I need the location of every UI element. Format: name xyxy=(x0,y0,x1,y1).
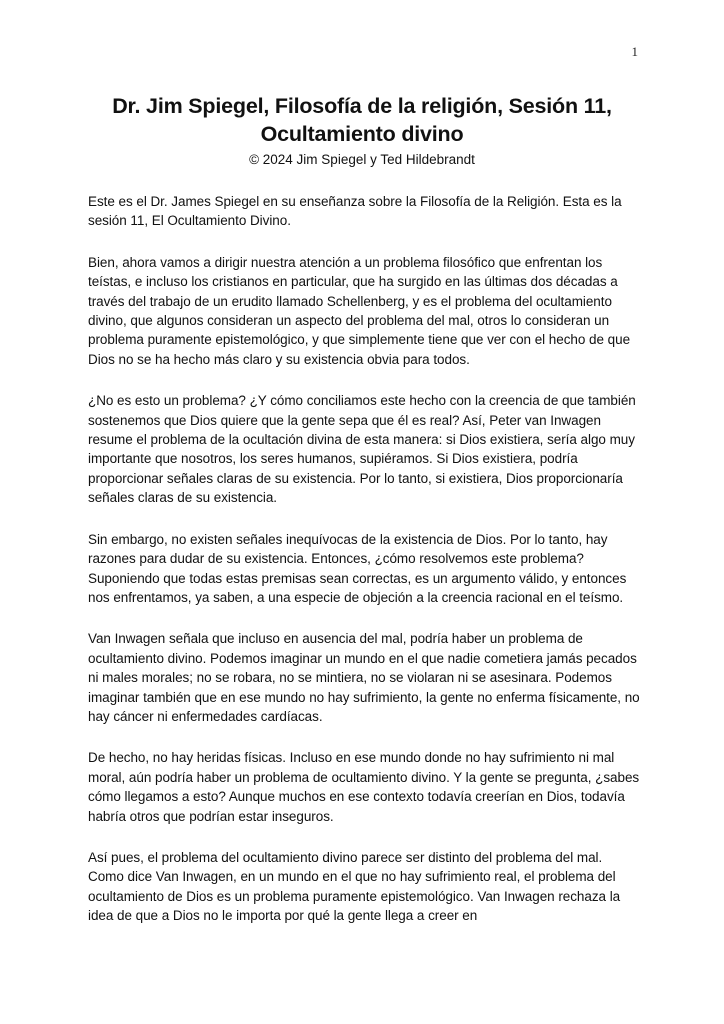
paragraph: ¿No es esto un problema? ¿Y cómo conciliamos este hecho con la creencia de que también sostenemos que Dios quiere que la gente sepa que él es real? Así, Peter van Inwagen resume el problema de la ocultación divina de esta manera: si Dios existiera, sería algo muy importante que nosotros, los seres humanos, supiéramos. Si Dios existiera, podría proporcionar señales claras de su existencia. Por lo tanto, si existiera, Dios proporcionaría señales claras de su existencia. xyxy=(88,393,636,506)
title-line-1: Dr. Jim Spiegel, Filosofía de la religión, Sesión 11, xyxy=(112,94,612,118)
copyright-line: © 2024 Jim Spiegel y Ted Hildebrandt xyxy=(249,152,475,167)
paragraph: Bien, ahora vamos a dirigir nuestra atención a un problema filosófico que enfrentan los teístas, e incluso los cristianos en particular, que ha surgido en las últimas dos décadas a través del trabajo de un erudito llamado Schellenberg, y es el problema del ocultamiento divino, que algunos consideran un aspecto del problema del mal, otros lo consideran un problema puramente epistemológico, y que simplemente tiene que ver con el hecho de que Dios no se ha hecho más claro y su existencia obvia para todos. xyxy=(88,254,631,367)
document-header xyxy=(60,92,664,169)
paragraph: Así pues, el problema del ocultamiento divino parece ser distinto del problema del mal. Como dice Van Inwagen, en un mundo en el que no hay sufrimiento real, el problema del ocultamiento de Dios es un problema puramente epistemológico. Van Inwagen rechaza la idea de que a Dios no le importa por qué la gente llega a creer en xyxy=(88,849,621,924)
paragraph: Sin embargo, no existen señales inequívocas de la existencia de Dios. Por lo tanto, hay razones para dudar de su existencia. Entonces, ¿cómo resolvemos este problema? Suponiendo que todas estas premisas sean correctas, es un argumento válido, y entonces nos enfrentamos, ya saben, a una especie de objeción a la creencia racional en el teísmo. xyxy=(88,531,627,605)
page-number: 1 xyxy=(631,44,638,59)
title-line-2: Ocultamiento divino xyxy=(260,122,464,146)
paragraph: De hecho, no hay heridas físicas. Incluso en ese mundo donde no hay sufrimiento ni mal moral, aún podría haber un problema de ocultamiento divino. Y la gente se pregunta, ¿sabes cómo llegamos a esto? Aunque muchos en ese contexto todavía creerían en Dios, todavía habría otros que podrían estar inseguros. xyxy=(88,750,640,824)
document-body xyxy=(88,192,640,948)
document-title xyxy=(60,92,664,148)
paragraph: Este es el Dr. James Spiegel en su enseñanza sobre la Filosofía de la Religión. Esta es la sesión 11, El Ocultamiento Divino. xyxy=(88,194,622,229)
paragraph: Van Inwagen señala que incluso en ausencia del mal, podría haber un problema de ocultamiento divino. Podemos imaginar un mundo en el que nadie cometiera jamás pecados ni males morales; no se robara, no se mintiera, no se violaran ni se asesinara. Podemos imaginar también que en ese mundo no hay sufrimiento, la gente no enferma físicamente, no hay cáncer ni enfermedades cardíacas. xyxy=(88,631,640,724)
